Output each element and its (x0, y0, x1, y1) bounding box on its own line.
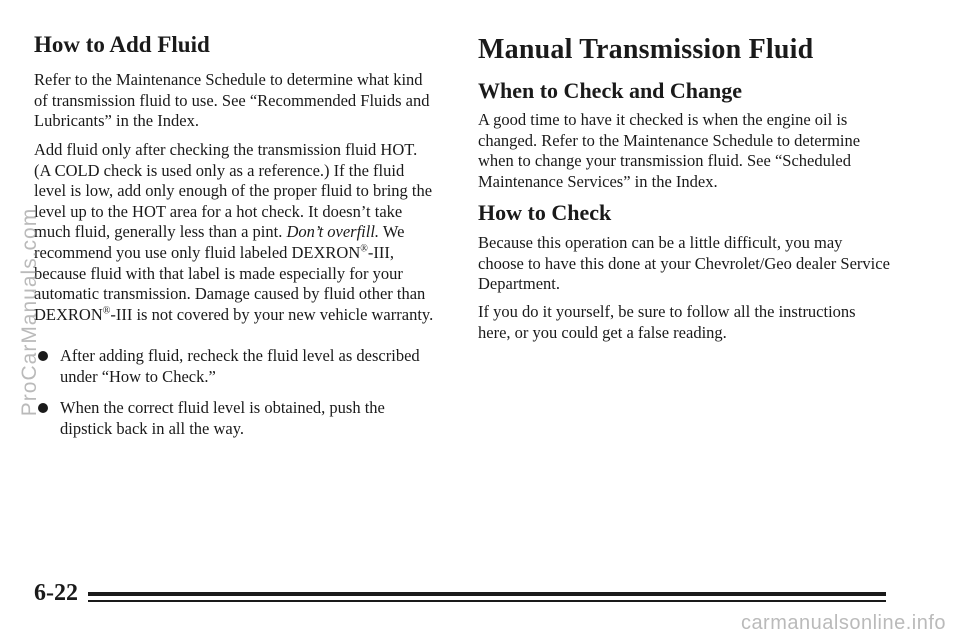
page-footer (34, 580, 886, 610)
footer-rule-thick (88, 592, 886, 596)
paragraph-fluid-type: Refer to the Maintenance Schedule to determine what kind of transmission fluid to use. See “Recommended Fluids and Lubricants” in the Index. (34, 70, 430, 131)
paragraph-add-fluid: Add fluid only after checking the transmission fluid HOT. (A COLD check is used only as a reference.) If the fluid level is low, add only enough of the proper fluid to bring the level up to the HOT area for a hot check. It doesn’t take much fluid, generally less than a pint. Don’t overfill. We recommend you use only fluid labeled DEXRON®-III, because fluid with that label is made especially for your automatic transmission. Damage caused by fluid other than DEXRON®-III is not covered by your new vehicle warranty. (34, 140, 434, 324)
page-number: 6-22 (34, 580, 78, 606)
footer-rule-thin (88, 600, 886, 602)
paragraph-dealer-service: Because this operation can be a little difficult, you may choose to have this done at your Chevrolet/Geo dealer Service Department. (478, 233, 890, 294)
section-heading-add-fluid: How to Add Fluid (34, 32, 210, 57)
subheading-how-to-check: How to Check (478, 200, 612, 225)
watermark-bottom: carmanualsonline.info (740, 612, 946, 634)
emphasis-dont-overfill: Don’t overfill. (286, 222, 380, 242)
page-title-manual-transmission: Manual Transmission Fluid (478, 34, 814, 65)
list-item: After adding fluid, recheck the fluid level as described under “How to Check.” (34, 346, 436, 387)
watermark-side: ProCarManuals.com (18, 207, 41, 417)
registered-mark: ® (360, 243, 368, 255)
bullet-list (34, 346, 436, 450)
paragraph-when-to-check: A good time to have it checked is when the engine oil is changed. Refer to the Maintenance Schedule to determine when to change your transmission fluid. See “Scheduled Maintenance Services” in the Index. (478, 110, 861, 191)
registered-mark: ® (102, 305, 111, 317)
list-item: When the correct fluid level is obtained, push the dipstick back in all the way. (34, 398, 436, 439)
subheading-when-to-check: When to Check and Change (478, 78, 743, 103)
paragraph-do-it-yourself: If you do it yourself, be sure to follow all the instructions here, or you could get a false reading. (478, 302, 856, 342)
